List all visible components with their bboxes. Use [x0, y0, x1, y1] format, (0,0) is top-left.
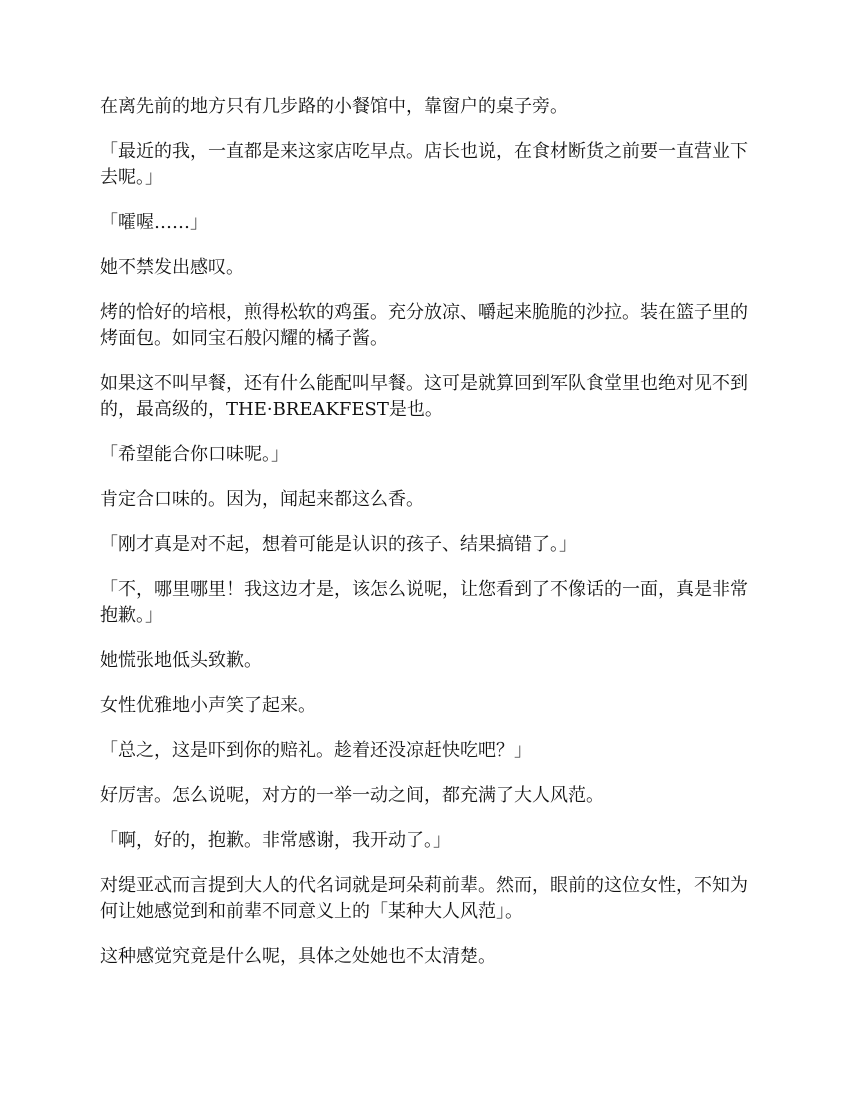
paragraph-3: 「嚯喔……」: [100, 212, 208, 233]
paragraph-12: 女性优雅地小声笑了起来。: [100, 695, 316, 716]
paragraph-4: 她不禁发出感叹。: [100, 257, 244, 278]
paragraph-1: 在离先前的地方只有几步路的小餐馆中，靠窗户的桌子旁。: [100, 96, 568, 117]
paragraph-11: 她慌张地低头致歉。: [100, 650, 262, 671]
paragraph-7: 「希望能合你口味呢。」: [100, 444, 289, 465]
paragraph-6: 如果这不叫早餐，还有什么能配叫早餐。这可是就算回到军队食堂里也绝对见不到的，最高级的，THE·BREAKFEST是也。: [100, 373, 748, 420]
paragraph-10: 「不，哪里哪里！我这边才是，该怎么说呢，让您看到了不像话的一面，真是非常抱歉。」: [100, 579, 748, 626]
paragraph-14: 好厉害。怎么说呢，对方的一举一动之间，都充满了大人风范。: [100, 785, 604, 806]
paragraph-9: 「刚才真是对不起，想着可能是认识的孩子、结果搞错了。」: [100, 534, 577, 555]
paragraph-17: 这种感觉究竟是什么呢，具体之处她也不太清楚。: [100, 946, 496, 967]
paragraph-8: 肯定合口味的。因为，闻起来都这么香。: [100, 489, 424, 510]
paragraph-5: 烤的恰好的培根，煎得松软的鸡蛋。充分放凉、嚼起来脆脆的沙拉。装在篮子里的烤面包。如同宝石般闪耀的橘子酱。: [100, 302, 748, 349]
paragraph-2: 「最近的我，一直都是来这家店吃早点。店长也说，在食材断货之前要一直营业下去呢。」: [100, 141, 748, 188]
paragraph-16: 对缇亚忒而言提到大人的代名词就是珂朵莉前辈。然而，眼前的这位女性，不知为何让她感觉到和前辈不同意义上的「某种大人风范」。: [100, 875, 748, 922]
paragraph-15: 「啊，好的，抱歉。非常感谢，我开动了。」: [100, 830, 451, 851]
paragraph-13: 「总之，这是吓到你的赔礼。趁着还没凉赶快吃吧？」: [100, 740, 532, 761]
